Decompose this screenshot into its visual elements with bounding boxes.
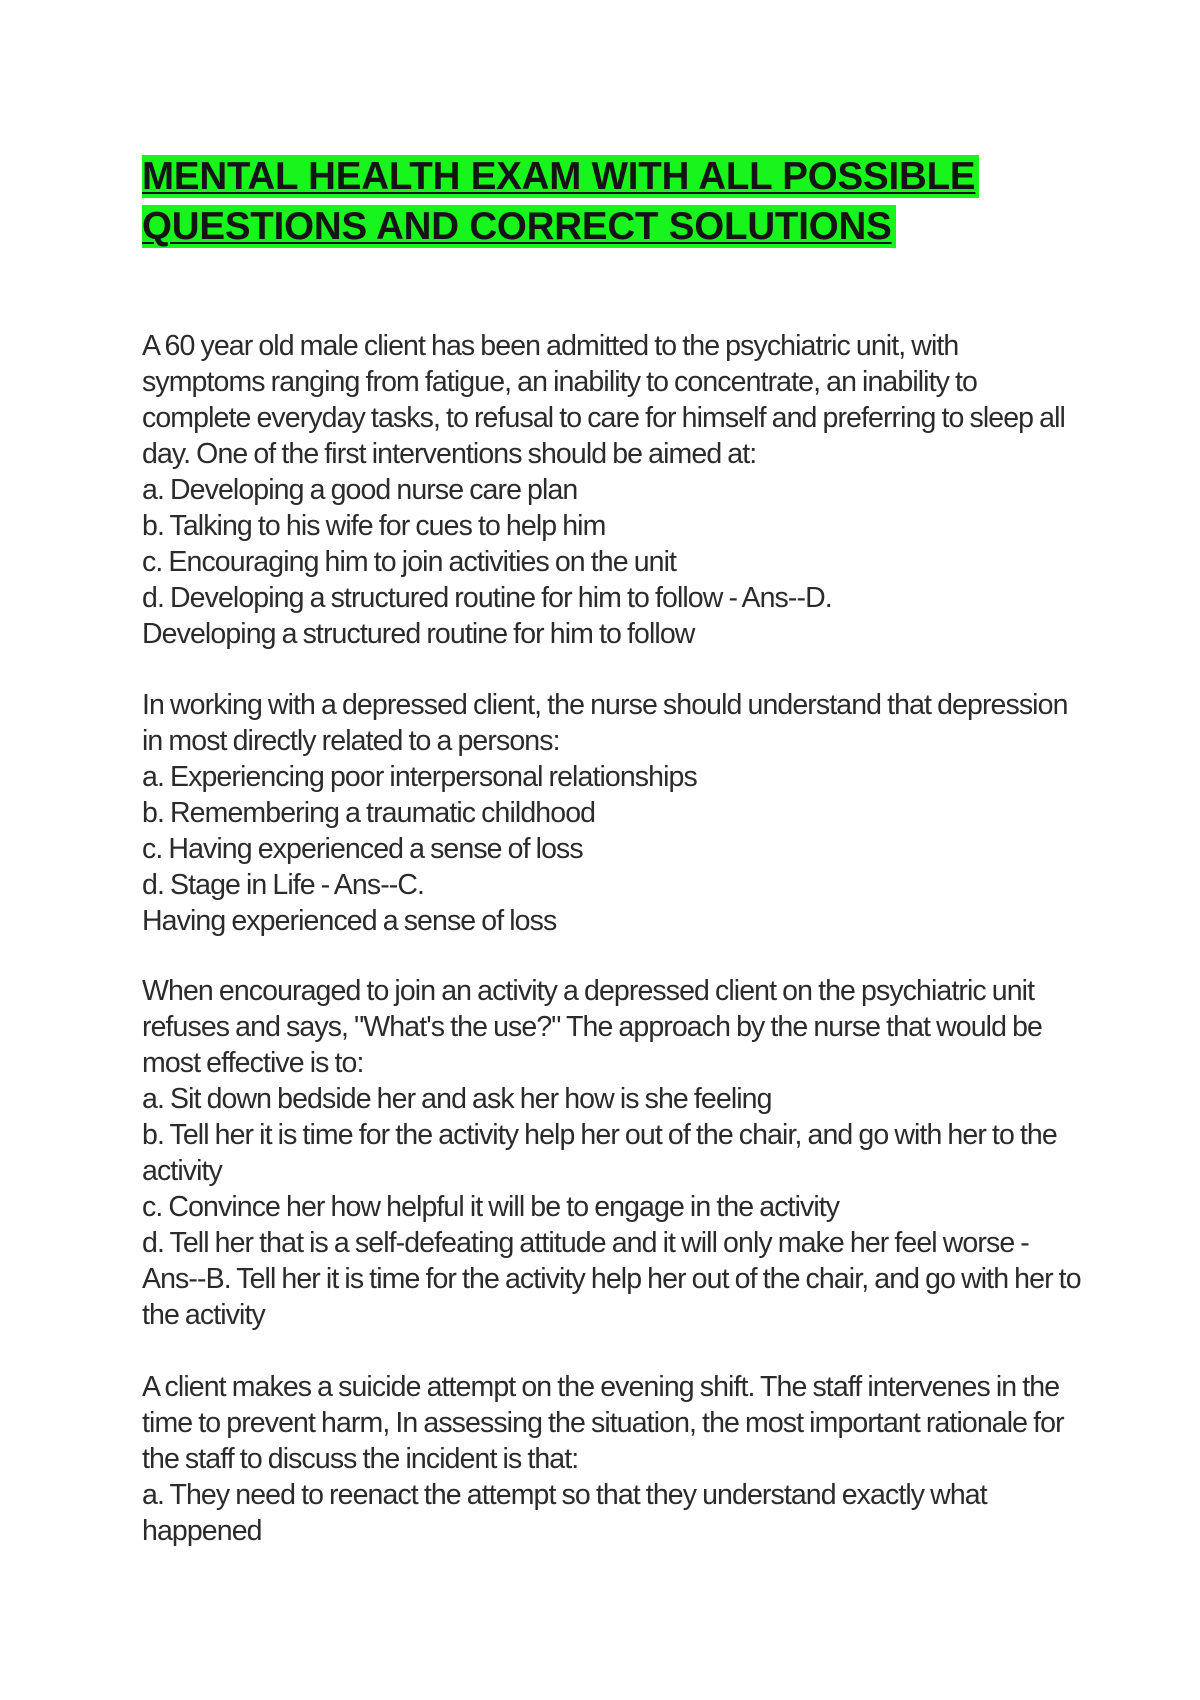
answer-option-d: d. Tell her that is a self-defeating attitude and it will only make her feel worse - Ans--B. Tell her it is time for the activity help her out of the chair, and go with her to the activity [142,1227,1081,1331]
answer-option-a: a. Sit down bedside her and ask her how is she feeling [142,1083,772,1115]
answer-option-a: a. Experiencing poor interpersonal relationships [142,761,697,793]
answer-option-b: b. Talking to his wife for cues to help him [142,510,606,542]
answer-option-d: d. Stage in Life - Ans--C. [142,869,425,901]
question-stem: A 60 year old male client has been admitted to the psychiatric unit, with symptoms ranging from fatigue, an inability to concentrate, an inability to complete everyday tasks, to refusal to care for himself and preferring to sleep all day. One of the first interventions should be aimed at: [142,330,1065,470]
correct-answer: Developing a structured routine for him to follow [142,618,695,650]
answer-option-c: c. Convince her how helpful it will be to engage in the activity [142,1191,840,1223]
question-stem: A client makes a suicide attempt on the evening shift. The staff intervenes in the time to prevent harm, In assessing the situation, the most important rationale for the staff to discuss the incident is that: [142,1371,1064,1475]
correct-answer: Having experienced a sense of loss [142,905,557,937]
question-block-1 [142,328,1082,652]
answer-option-a: a. Developing a good nurse care plan [142,474,578,506]
title-line-1: MENTAL HEALTH EXAM WITH ALL POSSIBLE [142,155,979,198]
question-block-3 [142,973,1082,1333]
question-stem: When encouraged to join an activity a depressed client on the psychiatric unit refuses and says, "What's the use?" The approach by the nurse that would be most effective is to: [142,975,1042,1079]
question-block-2 [142,687,1082,939]
title-line-2: QUESTIONS AND CORRECT SOLUTIONS [142,205,896,248]
answer-option-c: c. Encouraging him to join activities on the unit [142,546,677,578]
document-title [142,152,1042,252]
answer-option-b: b. Remembering a traumatic childhood [142,797,596,829]
question-stem: In working with a depressed client, the nurse should understand that depression in most directly related to a persons: [142,689,1068,757]
question-block-4 [142,1369,1082,1549]
answer-option-a: a. They need to reenact the attempt so that they understand exactly what happened [142,1479,987,1547]
answer-option-c: c. Having experienced a sense of loss [142,833,583,865]
answer-option-d: d. Developing a structured routine for him to follow - Ans--D. [142,582,832,614]
answer-option-b: b. Tell her it is time for the activity help her out of the chair, and go with her to the activity [142,1119,1057,1187]
